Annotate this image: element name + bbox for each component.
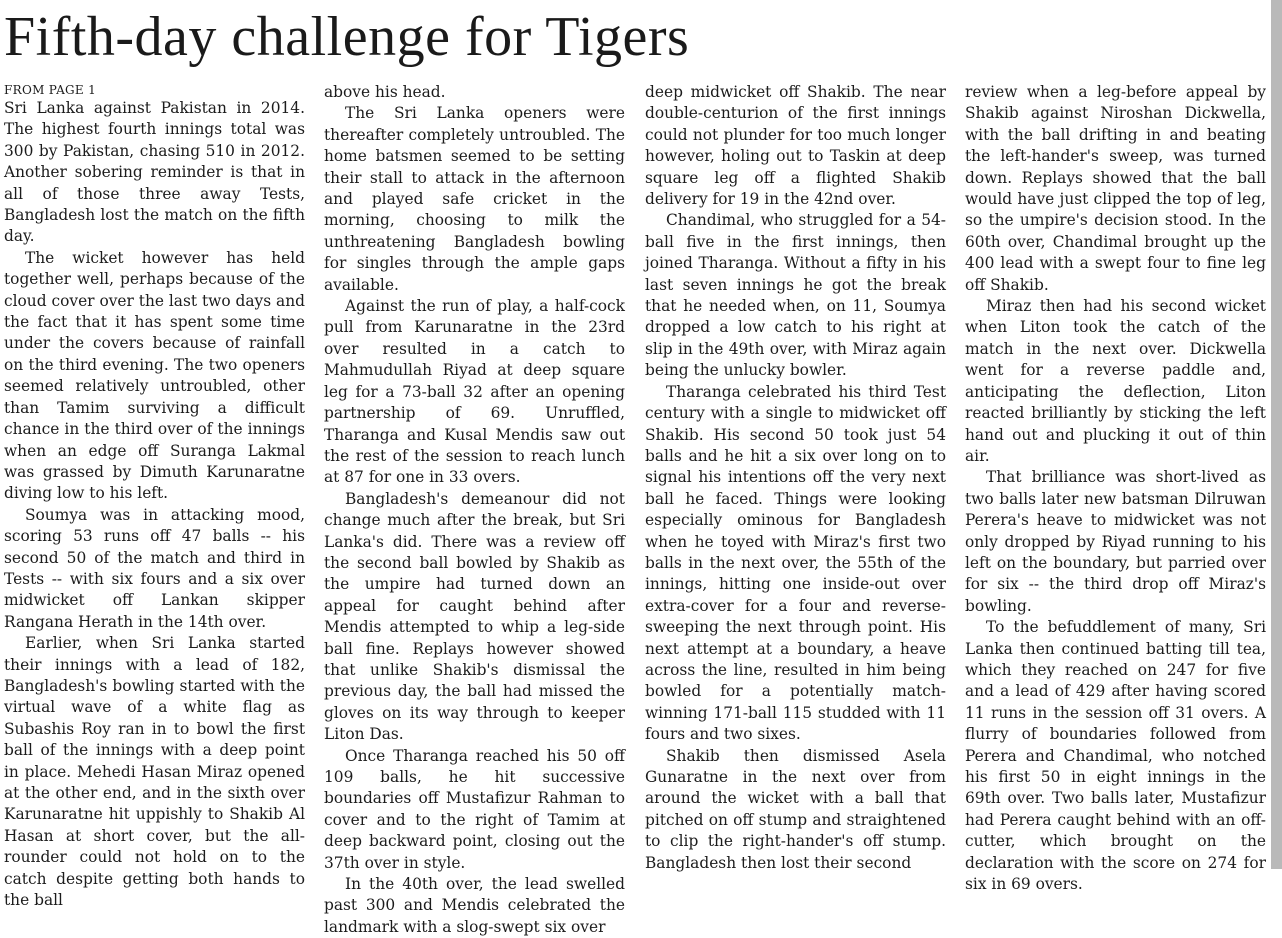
page-edge-divider [1271,0,1282,869]
paragraph: Bangladesh's demeanour did not change much after the break, but Sri Lanka's did. There was a review off the second ball bowled by Shakib as the umpire had turned down an appeal for caught behind after Mendis attempted to whip a leg-side ball fine. Replays however showed that unlike Shakib's dismissal the previous day, the ball had missed the gloves on its way through to keeper Liton Das. [324,489,625,744]
kicker: FROM PAGE 1 [4,83,97,97]
paragraph: above his head. [324,83,446,101]
paragraph: Soumya was in attacking mood, scoring 53 runs off 47 balls -- his second 50 of the match and third in Tests -- with six fours and a six over midwicket off Lankan skipper Rangana Herath in the 14th over. [4,505,305,631]
paragraph: review when a leg-before appeal by Shakib against Niroshan Dickwella, with the ball drifting in and beating the left-hander's sweep, was turned down. Replays showed that the ball would have just clipped the top of leg, so the umpire's decision stood. In the 60th over, Chandimal brought up the 400 lead with a swept four to fine leg off Shakib. [965,83,1266,294]
paragraph: Against the run of play, a half-cock pull from Karunaratne in the 23rd over resulted in a catch to Mahmudullah Riyad at deep square leg for a 73-ball 32 after an opening partnership of 69. Unruffled, Tharanga and Kusal Mendis saw out the rest of the session to reach lunch at 87 for one in 33 overs. [324,297,625,487]
paragraph: Tharanga celebrated his third Test century with a single to midwicket off Shakib. His second 50 took just 54 balls and he hit a six over long on to signal his intentions off the very next ball he faced. Things were looking especially ominous for Bangladesh when he toyed with Miraz's first two balls in the next over, the 55th of the innings, hitting one inside-out over extra-cover for a four and reverse-sweeping the next through point. His next attempt at a boundary, a heave across the line, resulted in him being bowled for a potentially match-winning 171-ball 115 studded with 11 fours and two sixes. [645,382,946,744]
article-column-1 [4,82,305,911]
paragraph: Earlier, when Sri Lanka started their innings with a lead of 182, Bangladesh's bowling started with the virtual wave of a white flag as Subashis Roy ran in to bowl the first ball of the innings with a deep point in place. Mehedi Hasan Miraz opened at the other end, and in the sixth over Karunaratne hit uppishly to Shakib Al Hasan at short cover, but the all-rounder could not hold on to the catch despite getting both hands to the ball [4,634,305,910]
paragraph: In the 40th over, the lead swelled past 300 and Mendis celebrated the landmark with a slog-swept six over [324,875,625,936]
paragraph: Chandimal, who struggled for a 54-ball five in the first innings, then joined Tharanga. Without a fifty in his last seven innings he got the break that he needed when, on 11, Soumya dropped a low catch to his right at slip in the 49th over, with Miraz again being the unlucky bowler. [645,211,946,380]
article-column-4 [965,82,1266,895]
paragraph: deep midwicket off Shakib. The near double-centurion of the first innings could not plunder for too much longer however, holing out to Taskin at deep square leg off a flighted Shakib delivery for 19 in the 42nd over. [645,83,946,209]
paragraph: Once Tharanga reached his 50 off 109 balls, he hit successive boundaries off Mustafizur Rahman to cover and to the right of Tamim at deep backward point, closing out the 37th over in style. [324,746,625,872]
paragraph: Sri Lanka against Pakistan in 2014. The highest fourth innings total was 300 by Pakistan, chasing 510 in 2012. Another sobering reminder is that in all of those three away Tests, Bangladesh lost the match on the fifth day. [4,99,305,246]
paragraph: That brilliance was short-lived as two balls later new batsman Dilruwan Perera's heave to midwicket was not only dropped by Riyad running to his left on the boundary, but parried over for six -- the third drop off Miraz's bowling. [965,468,1266,615]
headline: Fifth-day challenge for Tigers [4,6,690,68]
paragraph: The Sri Lanka openers were thereafter completely untroubled. The home batsmen seemed to be setting their stall to attack in the afternoon and played safe cricket in the morning, choosing to milk the unthreatening Bangladesh bowling for singles through the ample gaps available. [324,104,625,294]
paragraph: Shakib then dismissed Asela Gunaratne in the next over from around the wicket with a ball that pitched on off stump and straightened to clip the right-hander's off stump. Bangladesh then lost their second [645,746,946,872]
paragraph: Miraz then had his second wicket when Liton took the catch of the match in the next over. Dickwella went for a reverse paddle and, anticipating the deflection, Liton reacted brilliantly by sticking the left hand out and plucking it out of thin air. [965,297,1266,465]
paragraph: The wicket however has held together well, perhaps because of the cloud cover over the last two days and the fact that it has spent some time under the covers because of rainfall on the third evening. The two openers seemed relatively untroubled, other than Tamim surviving a difficult chance in the third over of the innings when an edge off Suranga Lakmal was grassed by Dimuth Karunaratne diving low to his left. [4,248,305,503]
article-column-2 [324,82,625,938]
paragraph: To the befuddlement of many, Sri Lanka then continued batting till tea, which they reached on 247 for five and a lead of 429 after having scored 11 runs in the session off 31 overs. A flurry of boundaries followed from Perera and Chandimal, who notched his first 50 in eight innings in the 69th over. Two balls later, Mustafizur had Perera caught behind with an off-cutter, which brought on the declaration with the score on 274 for six in 69 overs. [965,618,1266,894]
article-column-3 [645,82,946,874]
